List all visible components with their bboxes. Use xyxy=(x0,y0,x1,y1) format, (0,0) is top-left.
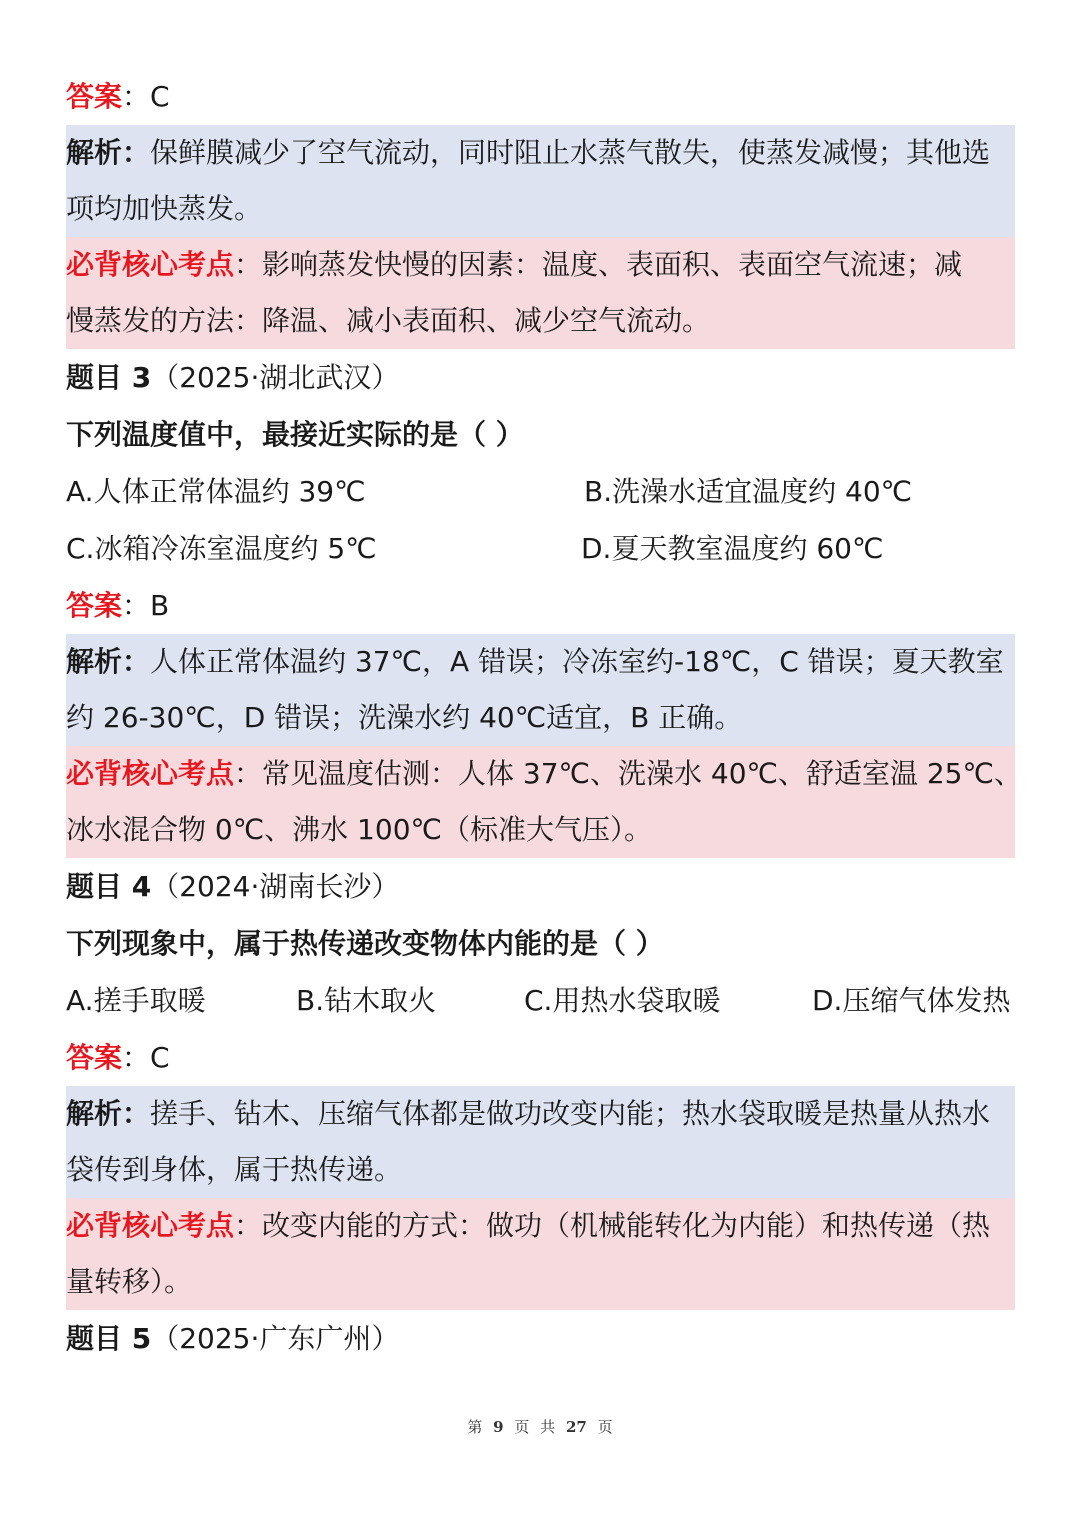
keypoint-box xyxy=(66,746,1022,858)
answer-label: 答案 xyxy=(66,1041,123,1074)
answer-line xyxy=(66,1029,1015,1086)
option-d: D.夏天教室温度约 60℃ xyxy=(581,532,884,565)
option-c: C.用热水袋取暖 xyxy=(524,984,721,1017)
question-title xyxy=(66,858,1015,915)
analysis-text: 搓手、钻木、压缩气体都是做功改变内能；热水袋取暖是热量从热水 xyxy=(150,1097,991,1130)
keypoint-label: 必背核心考点 xyxy=(66,248,235,281)
analysis-label: 解析： xyxy=(66,1097,151,1130)
question-number: 题目 4 xyxy=(66,870,152,903)
answer-value: ：B xyxy=(122,589,170,622)
keypoint-text: 量转移）。 xyxy=(66,1265,193,1298)
total-page-number: 27 xyxy=(565,1418,587,1436)
keypoint-text: 冰水混合物 0℃、沸水 100℃（标准大气压）。 xyxy=(66,813,652,846)
question-stem: 下列现象中，属于热传递改变物体内能的是（ ） xyxy=(66,927,664,960)
analysis-text: 保鲜膜减少了空气流动，同时阻止水蒸气散失，使蒸发减慢；其他选 xyxy=(150,136,991,169)
question-source: （2024·湖南长沙） xyxy=(151,870,400,903)
option-b: B.洗澡水适宜温度约 40℃ xyxy=(584,475,913,508)
keypoint-box xyxy=(66,1198,1015,1310)
answer-line xyxy=(66,577,1015,634)
footer-text: 第 xyxy=(467,1418,483,1436)
question-number: 题目 5 xyxy=(66,1322,152,1355)
answer-label: 答案 xyxy=(66,589,123,622)
options-row xyxy=(66,463,1015,520)
options-row xyxy=(66,972,1015,1029)
option-c: C.冰箱冷冻室温度约 5℃ xyxy=(66,532,377,565)
answer-label: 答案 xyxy=(66,80,123,113)
options-row xyxy=(66,520,1015,577)
keypoint-text: 慢蒸发的方法：降温、减小表面积、减少空气流动。 xyxy=(66,304,711,337)
option-a: A.搓手取暖 xyxy=(66,984,206,1017)
option-d: D.压缩气体发热 xyxy=(812,984,1011,1017)
keypoint-label: 必背核心考点 xyxy=(66,1209,235,1242)
keypoint-box xyxy=(66,237,1015,349)
footer-text: 页 xyxy=(514,1418,530,1436)
answer-value: ：C xyxy=(122,1041,170,1074)
keypoint-text: ：改变内能的方式：做功（机械能转化为内能）和热传递（热 xyxy=(234,1209,991,1242)
question-title xyxy=(66,349,1015,406)
answer-value: ：C xyxy=(122,80,170,113)
page-footer xyxy=(0,1416,1080,1437)
option-a: A.人体正常体温约 39℃ xyxy=(66,475,366,508)
keypoint-text: ：常见温度估测：人体 37℃、洗澡水 40℃、舒适室温 25℃、 xyxy=(234,757,1022,790)
analysis-text: 约 26-30℃，D 错误；洗澡水约 40℃适宜，B 正确。 xyxy=(66,701,743,734)
question-number: 题目 3 xyxy=(66,361,152,394)
analysis-box xyxy=(66,1086,1015,1198)
analysis-text: 袋传到身体，属于热传递。 xyxy=(66,1153,403,1186)
analysis-label: 解析： xyxy=(66,136,151,169)
keypoint-text: ：影响蒸发快慢的因素：温度、表面积、表面空气流速；减 xyxy=(234,248,963,281)
option-b: B.钻木取火 xyxy=(296,984,437,1017)
analysis-text: 人体正常体温约 37℃，A 错误；冷冻室约-18℃，C 错误；夏天教室 xyxy=(150,645,1004,678)
footer-text: 页 xyxy=(597,1418,613,1436)
question-title xyxy=(66,1310,1015,1367)
question-stem: 下列温度值中，最接近实际的是（ ） xyxy=(66,418,524,451)
analysis-text: 项均加快蒸发。 xyxy=(66,192,263,225)
question-source: （2025·湖北武汉） xyxy=(151,361,400,394)
question-source: （2025·广东广州） xyxy=(151,1322,400,1355)
current-page-number: 9 xyxy=(493,1418,504,1436)
footer-text: 共 xyxy=(540,1418,556,1436)
document-page xyxy=(66,68,1022,1367)
analysis-label: 解析： xyxy=(66,645,151,678)
analysis-box xyxy=(66,634,1015,746)
keypoint-label: 必背核心考点 xyxy=(66,757,235,790)
analysis-box xyxy=(66,125,1015,237)
answer-line xyxy=(66,68,1015,125)
